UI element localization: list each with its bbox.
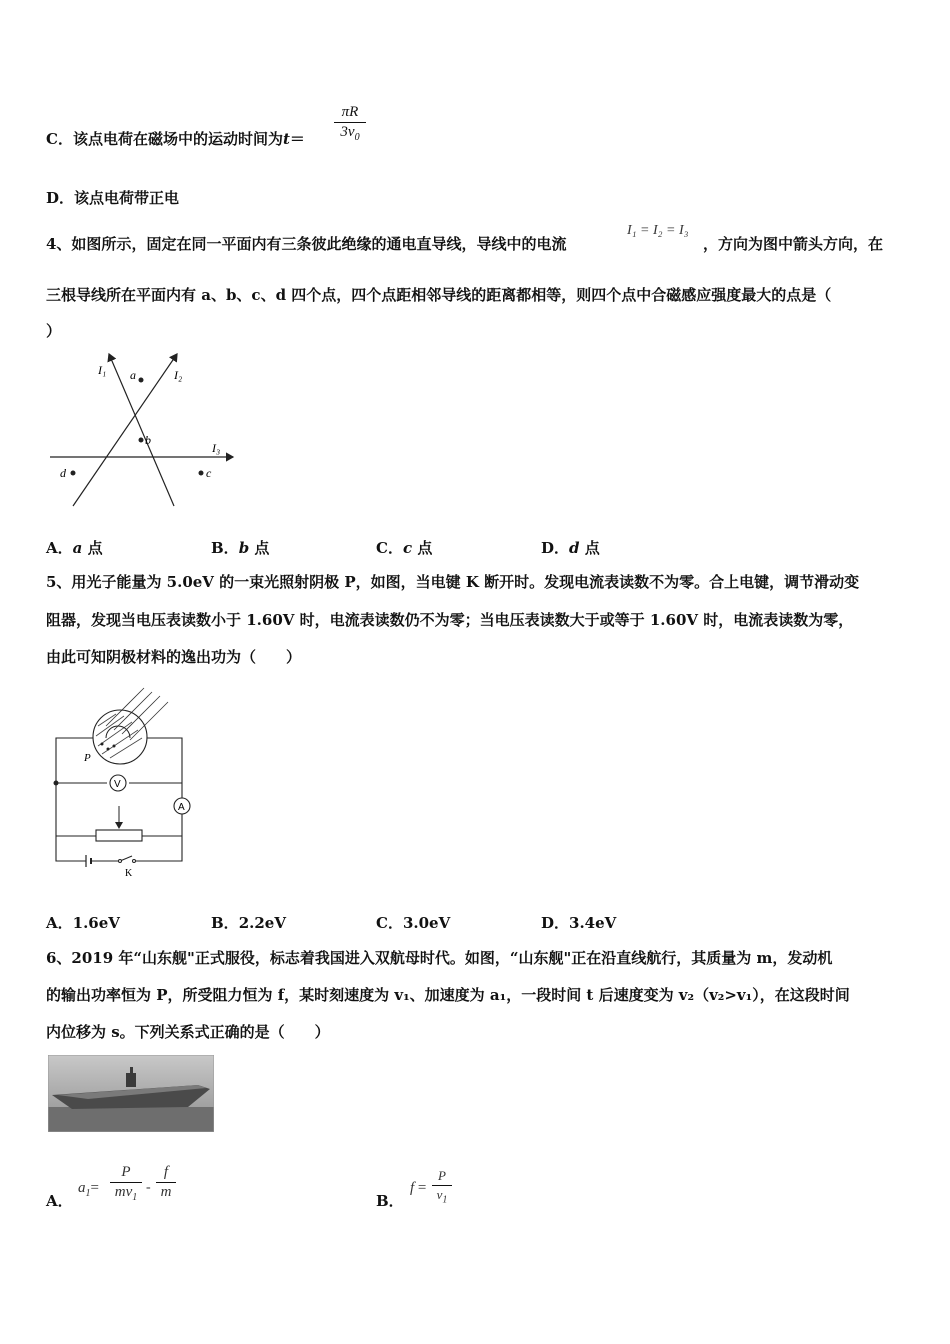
label-b: b [145, 433, 151, 447]
q5-stem-line1: 5、用光子能量为 5.0eV 的一束光照射阴极 P，如图，当电键 K 断开时。发现电流表读数不为零。合上电键，调节滑动变 [46, 573, 860, 591]
label-i1: I₁ [98, 363, 107, 377]
equals: ＝ [289, 130, 305, 148]
q3-option-c-text: C．该点电荷在磁场中的运动时间为 [46, 130, 283, 148]
label-i2: I₂ [174, 368, 183, 382]
q4-wire-diagram [46, 348, 246, 518]
wire-i1 [109, 354, 174, 506]
q6-optA-frac2: f m [156, 1164, 176, 1201]
q5-option-b[interactable]: B．2.2eV [211, 914, 286, 932]
q4-currents-equation: I₁ = I₂ = I₃ [627, 223, 689, 238]
q4-stem-line1: 4、如图所示，固定在同一平面内有三条彼此绝缘的通电直导线，导线中的电流 [46, 235, 567, 253]
var-t: t [282, 130, 290, 148]
frac-numerator: πR [341, 104, 359, 120]
q3-option-c [46, 128, 305, 149]
q4-option-c[interactable]: C．c 点 [376, 539, 433, 557]
q6-option-a[interactable]: A． [46, 1192, 73, 1210]
label-i3: I₃ [212, 441, 221, 455]
point-d [71, 471, 76, 476]
q5-option-d[interactable]: D．3.4eV [541, 914, 617, 932]
q6-optB-lhs: f = [410, 1180, 427, 1196]
q4-option-d[interactable]: D．d 点 [541, 539, 600, 557]
phototube [93, 710, 147, 764]
label-c: c [206, 466, 212, 480]
q6-stem-line2: 的输出功率恒为 P，所受阻力恒为 f，某时刻速度为 v₁、加速度为 a₁，一段时间 t 后速度变为 v₂（v₂>v₁），在这段时间 [46, 986, 850, 1004]
q5-circuit-diagram [46, 686, 196, 878]
q4-stem-line1-end: ，方向为图中箭头方向，在 [703, 235, 884, 253]
q4-option-b[interactable]: B．b 点 [211, 539, 270, 557]
q5-stem-line3: 由此可知阴极材料的逸出功为（ ） [46, 648, 302, 666]
point-b [139, 438, 144, 443]
point-c [199, 471, 204, 476]
q6-optA-frac1: P $mv_1$ [110, 1164, 142, 1203]
label-a: a [130, 368, 136, 382]
q6-stem-line1: 6、2019 年“山东舰"正式服役，标志着我国进入双航母时代。如图，“山东舰"正在沿直线航行，其质量为 m，发动机 [46, 949, 833, 967]
aircraft-carrier-photo [48, 1055, 214, 1132]
label-p: P [84, 752, 91, 764]
q6-optA-minus: - [146, 1180, 151, 1195]
q4-stem-line3: ） [46, 322, 62, 340]
frac-denominator: $3v_0$ [340, 124, 360, 143]
label-d: d [60, 466, 66, 480]
q5-option-a[interactable]: A．1.6eV [46, 914, 120, 932]
q6-stem-line3: 内位移为 s。下列关系式正确的是（ ） [46, 1023, 330, 1041]
label-a-meter: A [178, 802, 185, 813]
point-a [139, 378, 144, 383]
q5-option-c[interactable]: C．3.0eV [376, 914, 451, 932]
frac-bar [334, 122, 366, 123]
q6-optA-lhs: $a_1=$ [78, 1180, 99, 1199]
label-k: K [125, 868, 133, 878]
label-v: V [114, 779, 121, 790]
q3-option-d: D．该点电荷带正电 [46, 189, 180, 207]
q3-fraction [334, 104, 366, 143]
q6-optB-frac: P $v_1$ [432, 1168, 452, 1206]
q6-option-b[interactable]: B． [376, 1192, 404, 1210]
rheostat [96, 830, 142, 841]
wire-i2 [73, 354, 177, 506]
q4-stem-line2: 三根导线所在平面内有 a、b、c、d 四个点，四个点距相邻导线的距离都相等，则四个点中合磁感应强度最大的点是（ [46, 286, 832, 304]
q4-option-a[interactable]: A．a 点 [46, 539, 103, 557]
q5-stem-line2: 阻器，发现当电压表读数小于 1.60V 时，电流表读数仍不为零；当电压表读数大于或等于 1.60V 时，电流表读数为零， [46, 611, 854, 629]
